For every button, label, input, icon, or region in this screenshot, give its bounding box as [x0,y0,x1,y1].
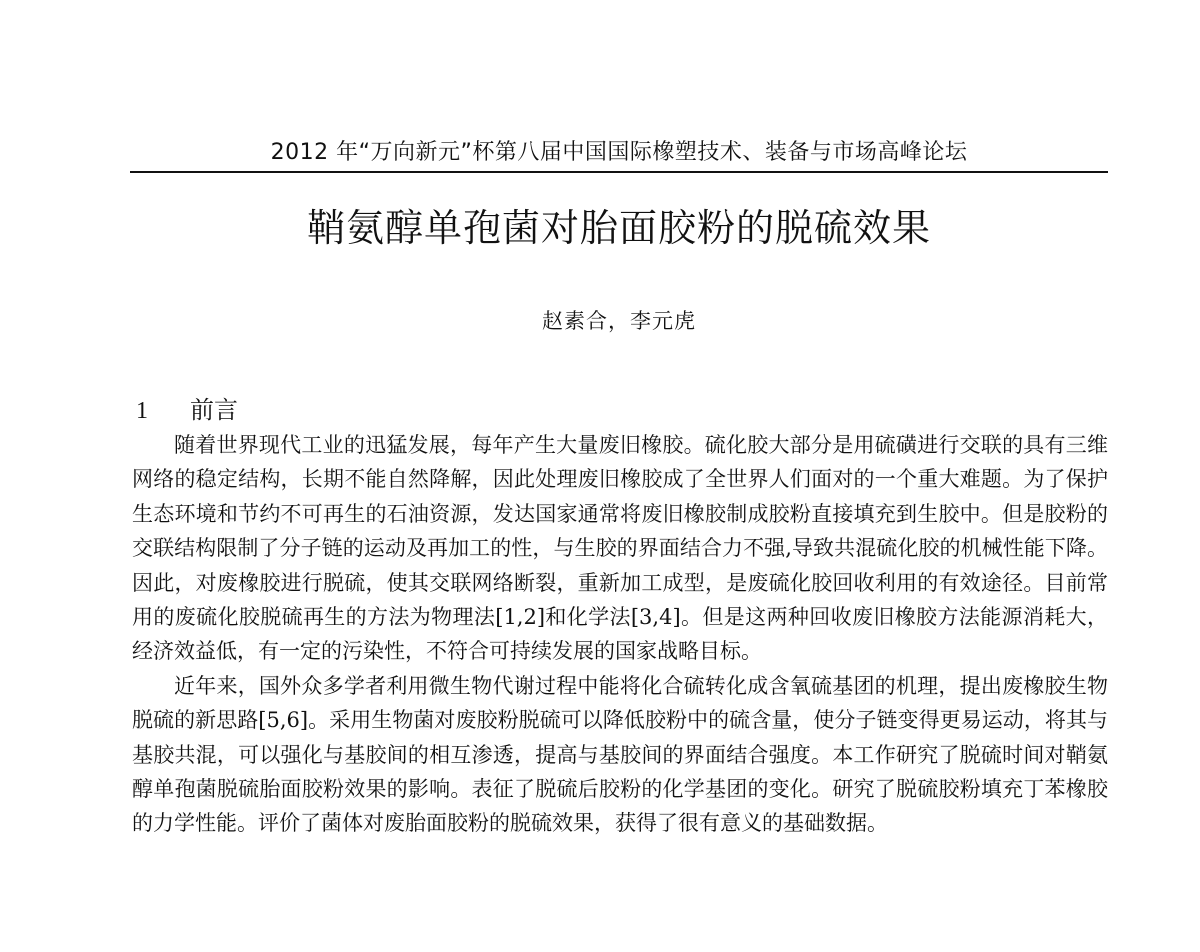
paper-title: 鞘氨醇单孢菌对胎面胶粉的脱硫效果 [306,206,931,250]
section-heading [136,394,238,427]
running-header: 2012 年“万向新元”杯第八届中国国际橡塑技术、装备与市场高峰论坛 [270,140,968,165]
paragraph-2: 近年来，国外众多学者利用微生物代谢过程中能将化合硫转化成含氧硫基团的机理，提出废橡胶生物脱硫的新思路[5,6]。采用生物菌对废胶粉脱硫可以降低胶粉中的硫含量，使分子链变得更易运动，将其与基胶共混，可以强化与基胶间的相互渗透，提高与基胶间的界面结合强度。本工作研究了脱硫时间对鞘氨醇单孢菌脱硫胎面胶粉效果的影响。表征了脱硫后胶粉的化学基团的变化。研究了脱硫胶粉填充丁苯橡胶的力学性能。评价了菌体对废胎面胶粉的脱硫效果，获得了很有意义的基础数据。 [132,673,1108,836]
section-number: 1 [136,398,148,424]
paragraph-1: 随着世界现代工业的迅猛发展，每年产生大量废旧橡胶。硫化胶大部分是用硫磺进行交联的具有三维网络的稳定结构，长期不能自然降解，因此处理废旧橡胶成了全世界人们面对的一个重大难题。为了保护生态环境和节约不可再生的石油资源，发达国家通常将废旧橡胶制成胶粉直接填充到生胶中。但是胶粉的交联结构限制了分子链的运动及再加工的性，与生胶的界面结合力不强,导致共混硫化胶的机械性能下降。因此，对废橡胶进行脱硫，使其交联网络断裂，重新加工成型，是废硫化胶回收利用的有效途径。目前常用的废硫化胶脱硫再生的方法为物理法[1,2]和化学法[3,4]。但是这两种回收废旧橡胶方法能源消耗大，经济效益低，有一定的污染性，不符合可持续发展的国家战略目标。 [132,433,1108,664]
body-text [132,428,1108,841]
header-rule [130,171,1108,173]
section-title: 前言 [190,396,238,424]
authors: 赵素合，李元虎 [542,309,696,333]
